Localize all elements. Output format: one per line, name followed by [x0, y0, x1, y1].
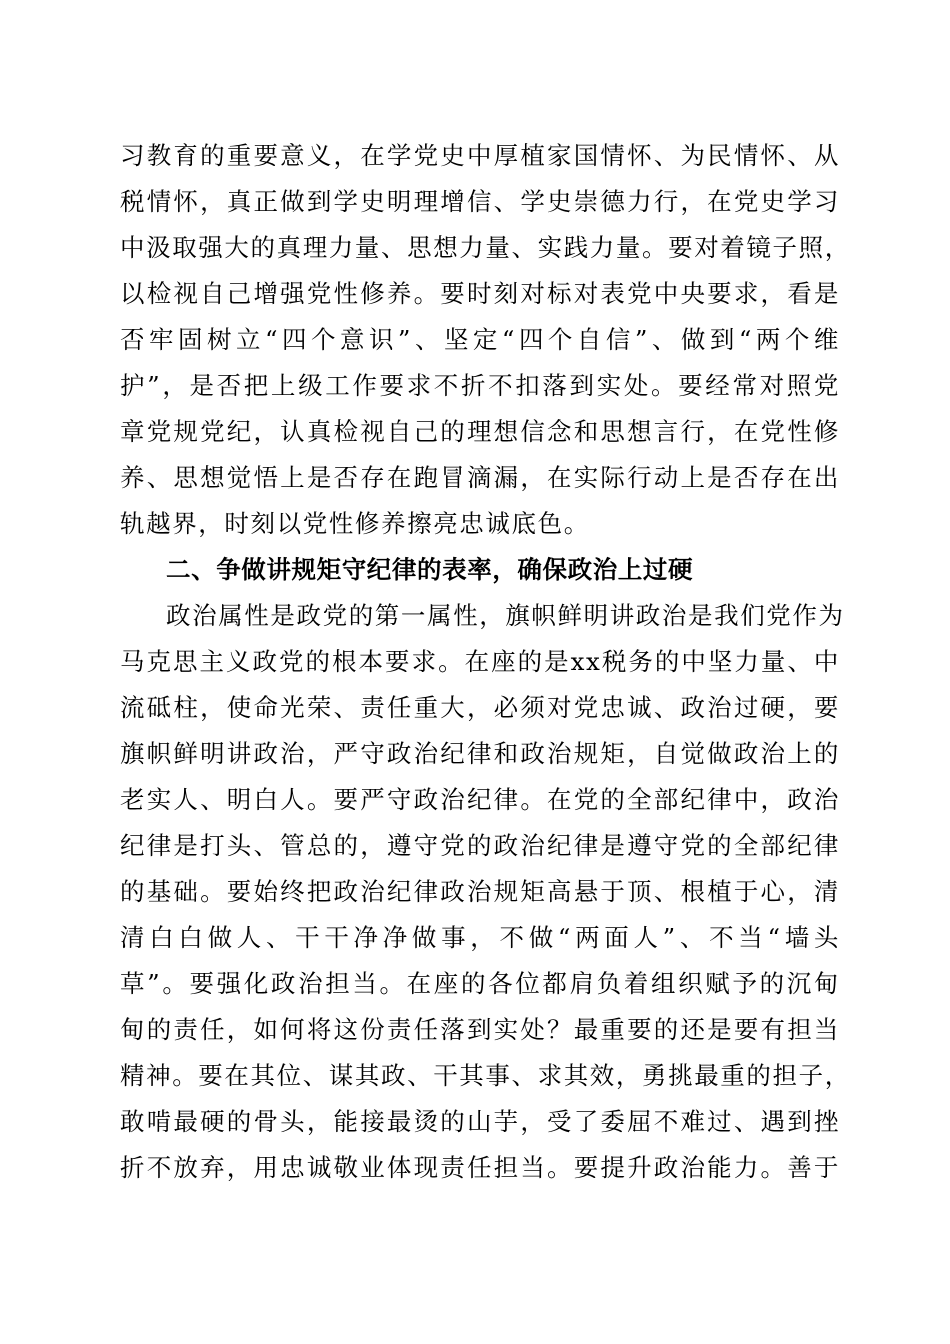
- section-heading-2: 二、争做讲规矩守纪律的表率，确保政治上过硬: [166, 555, 694, 584]
- paragraph-2-line-13: 折不放弃，用忠诚敬业体现责任担当。要提升政治能力。善于: [120, 1153, 840, 1182]
- paragraph-1-line-7: 章党规党纪，认真检视自己的理想信念和思想言行，在党性修: [120, 417, 840, 446]
- paragraph-2-line-2: 马克思主义政党的根本要求。在座的是xx税务的中坚力量、中: [120, 647, 840, 676]
- paragraph-2-line-4: 旗帜鲜明讲政治，严守政治纪律和政治规矩，自觉做政治上的: [120, 739, 840, 768]
- paragraph-2-line-10: 甸的责任，如何将这份责任落到实处？最重要的还是要有担当: [120, 1015, 840, 1044]
- paragraph-2-line-6: 纪律是打头、管总的，遵守党的政治纪律是遵守党的全部纪律: [120, 831, 840, 860]
- paragraph-2-line-12: 敢啃最硬的骨头，能接最烫的山芋，受了委屈不难过、遇到挫: [120, 1107, 840, 1136]
- paragraph-2-line-11: 精神。要在其位、谋其政、干其事、求其效，勇挑最重的担子，: [120, 1061, 851, 1090]
- paragraph-1-line-2: 税情怀，真正做到学史明理增信、学史崇德力行，在党史学习: [120, 187, 840, 216]
- paragraph-1-line-3: 中汲取强大的真理力量、思想力量、实践力量。要对着镜子照，: [120, 233, 851, 262]
- paragraph-2-line-5: 老实人、明白人。要严守政治纪律。在党的全部纪律中，政治: [120, 785, 840, 814]
- paragraph-1-line-5: 否牢固树立“四个意识”、坚定“四个自信”、做到“两个维: [120, 325, 840, 354]
- paragraph-2-line-3: 流砥柱，使命光荣、责任重大，必须对党忠诚、政治过硬，要: [120, 693, 840, 722]
- paragraph-2-line-1: 政治属性是政党的第一属性，旗帜鲜明讲政治是我们党作为: [166, 601, 845, 630]
- paragraph-2-line-8: 清白白做人、干干净净做事，不做“两面人”、不当“墙头: [120, 923, 840, 952]
- paragraph-2-line-9: 草”。要强化政治担当。在座的各位都肩负着组织赋予的沉甸: [120, 969, 840, 998]
- paragraph-2-line-7: 的基础。要始终把政治纪律政治规矩高悬于顶、根植于心，清: [120, 877, 840, 906]
- paragraph-1-line-1: 习教育的重要意义，在学党史中厚植家国情怀、为民情怀、从: [120, 141, 840, 170]
- paragraph-1-line-4: 以检视自己增强党性修养。要时刻对标对表党中央要求，看是: [120, 279, 840, 308]
- paragraph-1-line-9: 轨越界，时刻以党性修养擦亮忠诚底色。: [120, 509, 590, 538]
- paragraph-1-line-8: 养、思想觉悟上是否存在跑冒滴漏，在实际行动上是否存在出: [120, 463, 840, 492]
- paragraph-1-line-6: 护”，是否把上级工作要求不折不扣落到实处。要经常对照党: [120, 371, 840, 400]
